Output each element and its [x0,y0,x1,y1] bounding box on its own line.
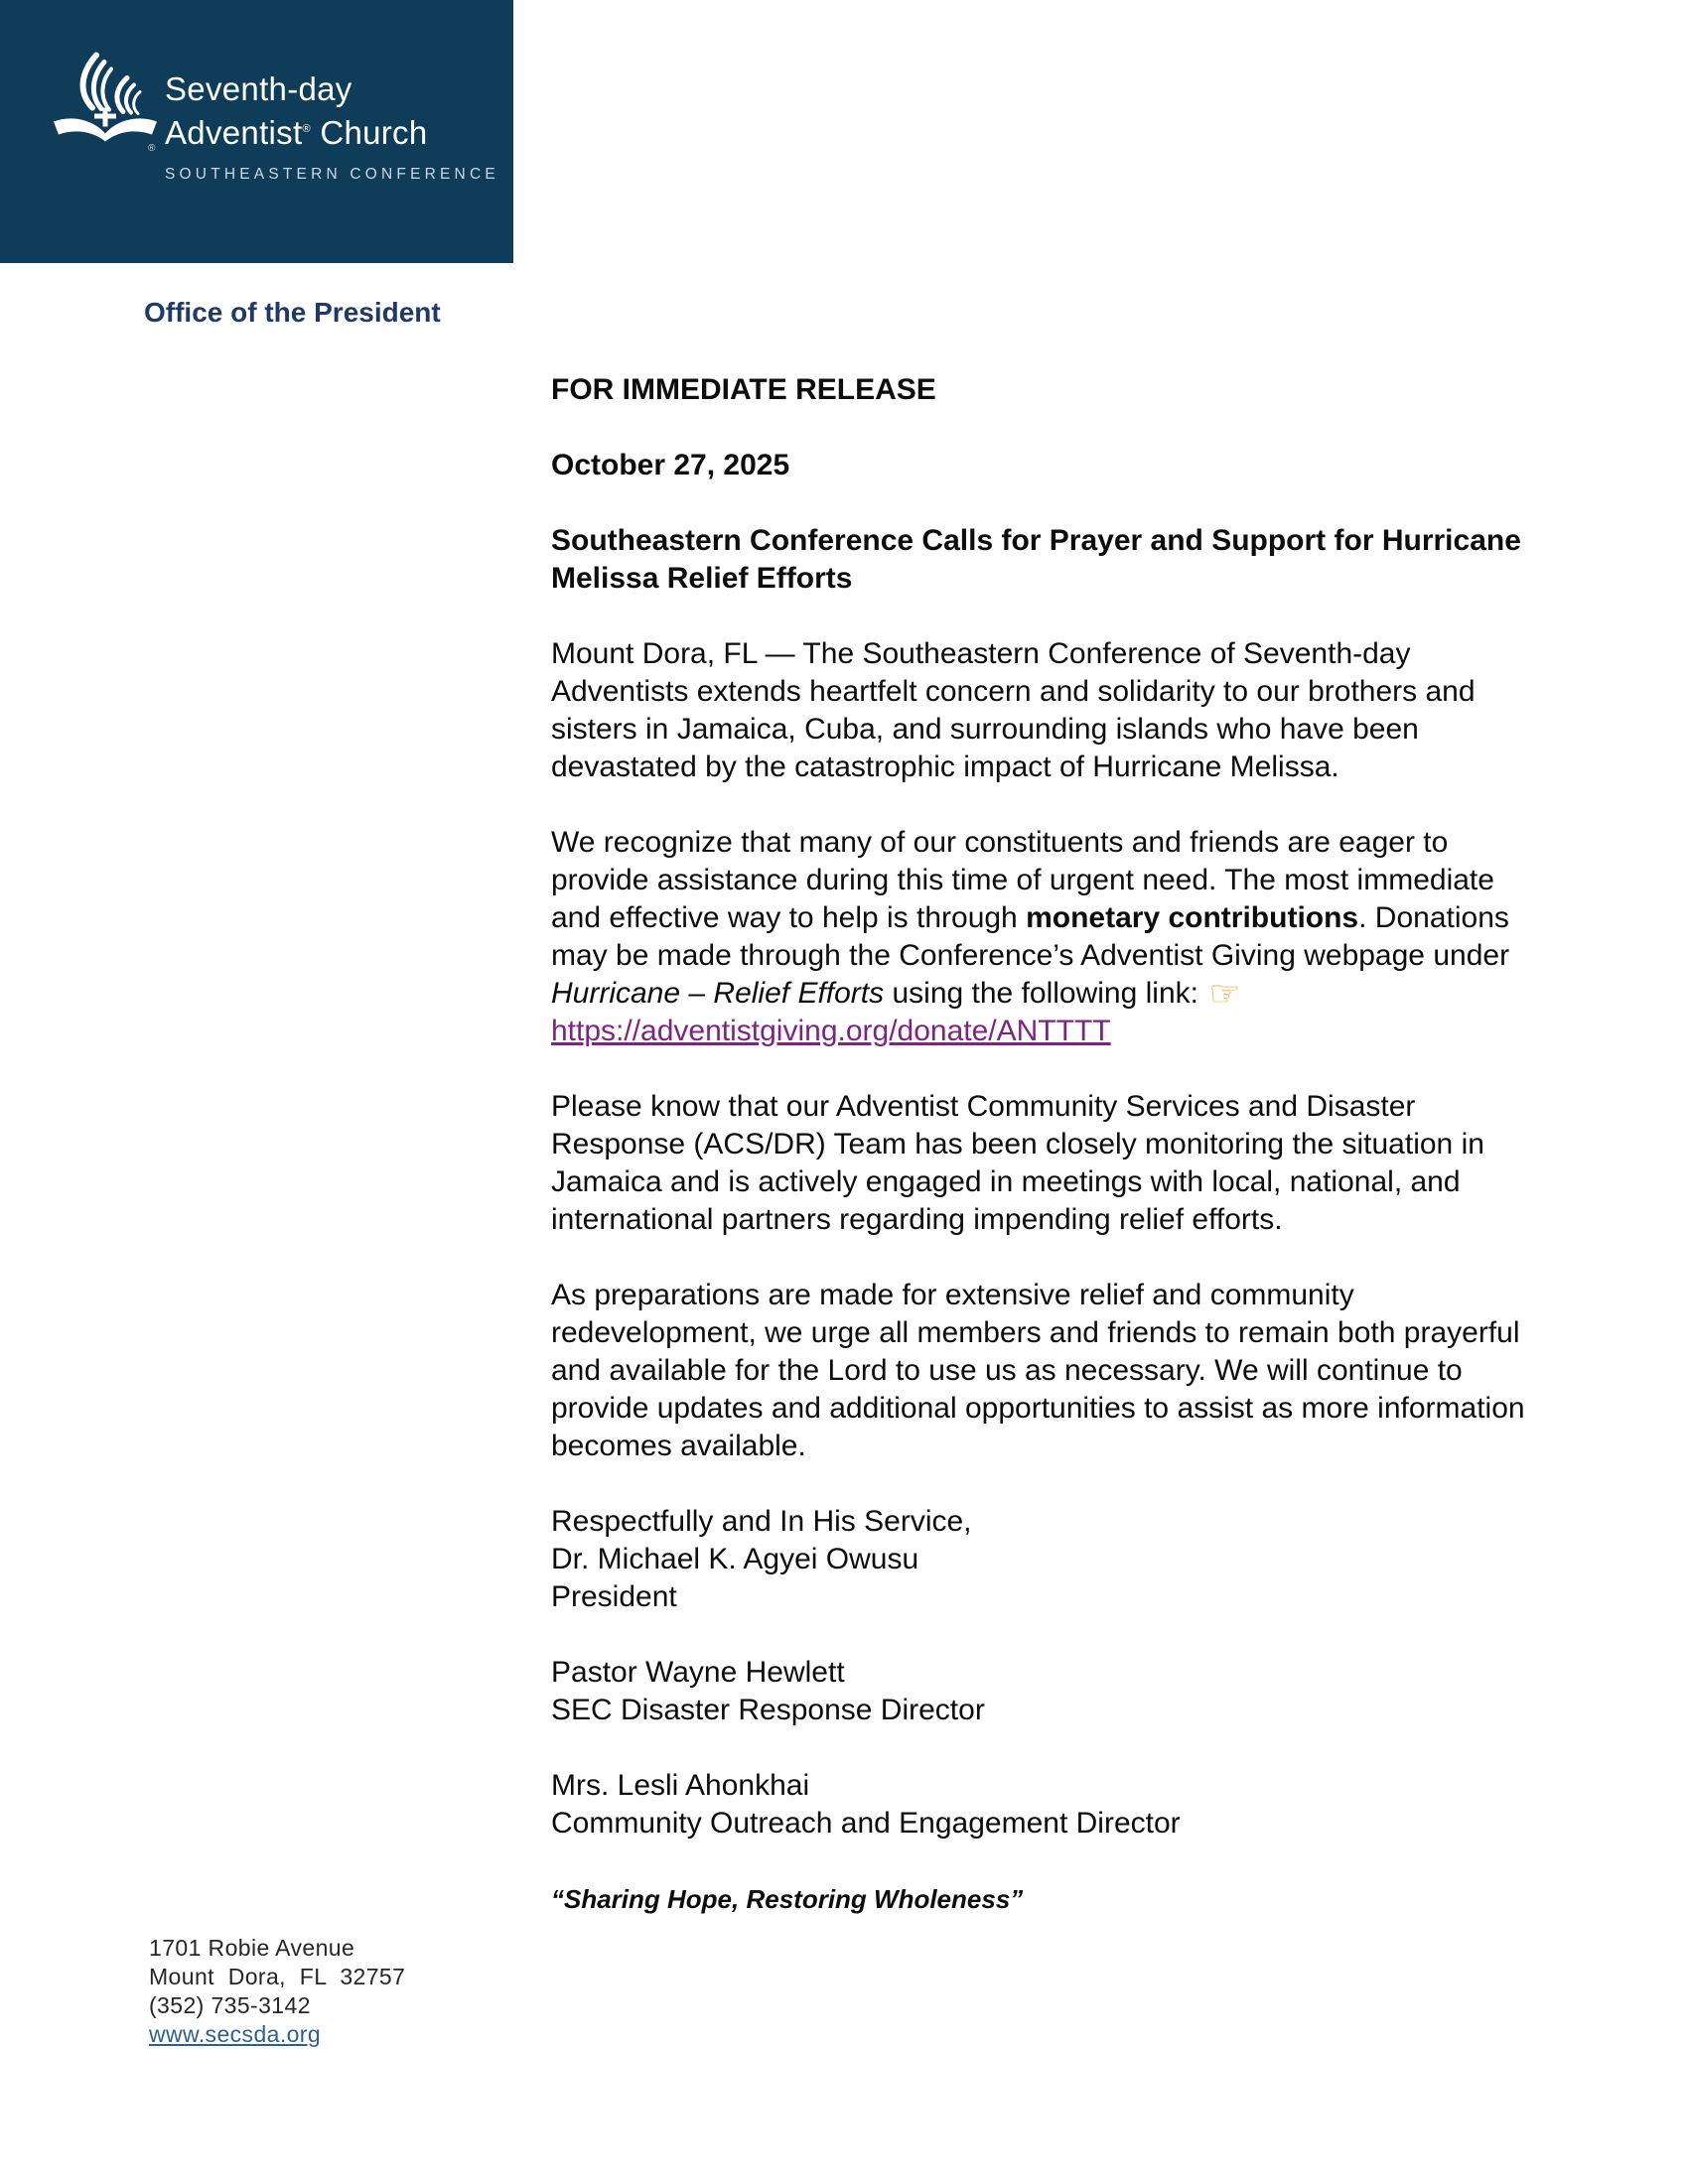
brand-name-line1: Seventh-day [165,70,352,107]
address-street: 1701 Robie Avenue [149,1935,355,1961]
monetary-contributions-bold: monetary contributions [1026,901,1359,934]
signature-community-outreach [551,1767,1549,1843]
donations-text-2: . Donations may be made through the Conference’s Adventist Giving webpage under [551,901,1510,972]
tagline: “Sharing Hope, Restoring Wholeness” [551,1884,1024,1914]
signature-president-title: President [551,1580,677,1613]
paragraph-acsdr: Please know that our Adventist Community Services and Disaster Response (ACS/DR) Team has been closely monitoring the situation in Jamaica and is actively engaged in meetings with local, national, and international partners regarding impending relief efforts. [551,1090,1484,1236]
hurricane-relief-efforts-italic: Hurricane – Relief Efforts [551,977,885,1010]
office-title: Office of the President [144,297,441,328]
paragraph-intro: Mount Dora, FL — The Southeastern Conference of Seventh-day Adventists extends heartfelt concern and solidarity to our brothers and sisters in Jamaica, Cuba, and surrounding islands who have been devastated by the catastrophic impact of Hurricane Melissa. [551,637,1476,783]
brand-church: Church [320,114,428,151]
brand-wordmark [165,69,499,184]
donation-link[interactable]: https://adventistgiving.org/donate/ANTTTT [551,1015,1111,1047]
signature-ahonkhai-title: Community Outreach and Engagement Director [551,1807,1181,1840]
signature-hewlett-name: Pastor Wayne Hewlett [551,1656,845,1689]
paragraph-donations [551,824,1549,1050]
address-city-state-zip: Mount Dora, FL 32757 [149,1964,406,1989]
signature-ahonkhai-name: Mrs. Lesli Ahonkhai [551,1769,810,1802]
signature-disaster-response [551,1654,1549,1729]
headline [551,522,1549,598]
headline-line1: Southeastern Conference Calls for Prayer and Support for Hurricane [551,524,1521,557]
letterhead-brand-block [0,0,513,263]
release-date: October 27, 2025 [551,449,790,481]
headline-line2: Melissa Relief Efforts [551,562,853,595]
donations-text-3: using the following link: [884,977,1207,1010]
paragraph-preparations: As preparations are made for extensive relief and community redevelopment, we urge all members and friends to remain both prayerful and available for the Lord to use us as necessary. We will continue to provide updates and additional opportunities to assist as more information becomes available. [551,1279,1525,1462]
sda-flame-book-icon [50,48,159,167]
release-body [551,371,1549,1956]
signature-hewlett-title: SEC Disaster Response Director [551,1694,985,1726]
signature-president [551,1503,1549,1616]
pointing-finger-icon: ☞ [1208,973,1241,1014]
registered-mark: ® [302,123,311,135]
signature-closing: Respectfully and In His Service, [551,1505,972,1538]
brand-adventist: Adventist [165,114,303,151]
brand-name-line2 [165,109,499,153]
phone-number: (352) 735-3142 [149,1992,311,2018]
brand-conference-subtitle: SOUTHEASTERN CONFERENCE [165,166,499,183]
release-slug: FOR IMMEDIATE RELEASE [551,373,936,406]
signature-president-name: Dr. Michael K. Agyei Owusu [551,1543,919,1575]
logo-registered-mark: ® [148,143,156,154]
website-link[interactable]: www.secsda.org [149,2021,322,2047]
footer-address [149,1934,405,2049]
donations-text-1: We recognize that many of our constituents and friends are eager to provide assistance during this time of urgent need. The most immediate and effective way to help is through [551,826,1494,934]
